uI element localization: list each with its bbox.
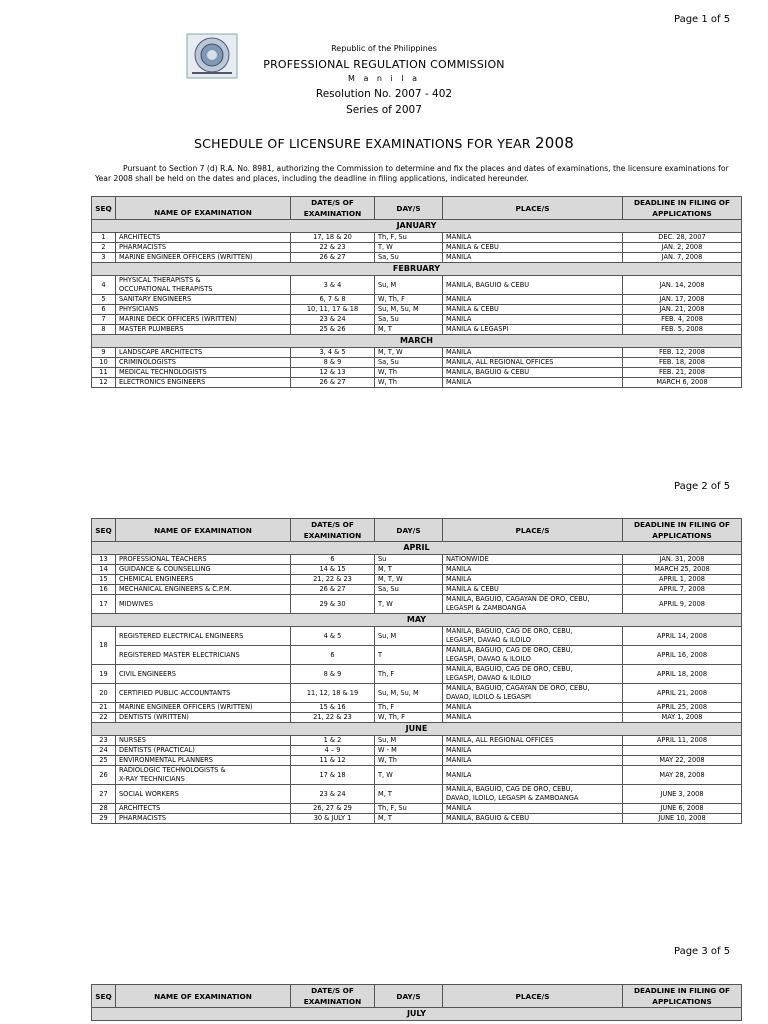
cell-dates: 26, 27 & 29	[291, 804, 375, 814]
cell-name: GUIDANCE & COUNSELLING	[116, 565, 291, 575]
col-places: PLACE/S	[443, 985, 623, 1008]
cell-place: MANILA, BAGUIO, CAG DE ORO, CEBU, LEGASPI, DAVAO & ILOILO	[443, 627, 623, 646]
col-days: DAY/S	[375, 519, 443, 542]
schedule-table-page-1	[91, 196, 742, 388]
cell-place: MANILA	[443, 233, 623, 243]
cell-dates: 1 & 2	[291, 736, 375, 746]
month-row	[92, 263, 742, 276]
cell-dates: 4 & 5	[291, 627, 375, 646]
cell-name: REGISTERED ELECTRICAL ENGINEERS	[116, 627, 291, 646]
month-row	[92, 1008, 742, 1021]
table-row	[92, 305, 742, 315]
table-row	[92, 315, 742, 325]
table-row	[92, 766, 742, 785]
intro-text: Pursuant to Section 7 (d) R.A. No. 8981, authorizing the Commission to determine and fix the places and dates of examinations, the licensure examinations for Year 2008 shall be held on the dates and places, including the deadline in filing applications, indicated hereunder.	[95, 164, 729, 183]
table-row	[92, 736, 742, 746]
col-seq: SEQ	[92, 985, 116, 1008]
cell-deadline: APRIL 21, 2008	[623, 684, 742, 703]
col-deadline-line2: APPLICATIONS	[652, 997, 712, 1006]
cell-dates: 23 & 24	[291, 315, 375, 325]
cell-days: Su, M	[375, 276, 443, 295]
cell-seq: 5	[92, 295, 116, 305]
cell-seq: 14	[92, 565, 116, 575]
table-row	[92, 804, 742, 814]
cell-name: DENTISTS (WRITTEN)	[116, 713, 291, 723]
col-dates-line1: DATE/S OF	[311, 520, 354, 529]
cell-place: MANILA	[443, 804, 623, 814]
cell-dates: 23 & 24	[291, 785, 375, 804]
cell-days: Th, F, Su	[375, 804, 443, 814]
table-row	[92, 378, 742, 388]
cell-dates: 29 & 30	[291, 595, 375, 614]
table-row	[92, 348, 742, 358]
table-row	[92, 756, 742, 766]
cell-name: MARINE DECK OFFICERS (WRITTEN)	[116, 315, 291, 325]
cell-days: W, Th	[375, 368, 443, 378]
cell-deadline: JAN. 21, 2008	[623, 305, 742, 315]
col-places: PLACE/S	[443, 197, 623, 220]
cell-dates: 10, 11, 17 & 18	[291, 305, 375, 315]
col-dates	[291, 197, 375, 220]
cell-days: Su, M	[375, 627, 443, 646]
cell-name: DENTISTS (PRACTICAL)	[116, 746, 291, 756]
cell-name: RADIOLOGIC TECHNOLOGISTS & X-RAY TECHNICIANS	[116, 766, 291, 785]
page-number: Page 1 of 5	[674, 14, 731, 25]
cell-seq: 1	[92, 233, 116, 243]
cell-name: CIVIL ENGINEERS	[116, 665, 291, 684]
cell-name: ELECTRONICS ENGINEERS	[116, 378, 291, 388]
cell-seq: 12	[92, 378, 116, 388]
cell-name: PROFESSIONAL TEACHERS	[116, 555, 291, 565]
table-header-row	[92, 985, 742, 1008]
cell-deadline: APRIL 14, 2008	[623, 627, 742, 646]
col-dates-line2: EXAMINATION	[303, 531, 362, 540]
cell-seq: 19	[92, 665, 116, 684]
cell-name: ENVIRONMENTAL PLANNERS	[116, 756, 291, 766]
cell-name: REGISTERED MASTER ELECTRICIANS	[116, 646, 291, 665]
month-row	[92, 335, 742, 348]
table-row	[92, 684, 742, 703]
col-dates-line2: EXAMINATION	[303, 997, 362, 1006]
cell-days: Sa, Su	[375, 358, 443, 368]
cell-name: MIDWIVES	[116, 595, 291, 614]
table-header-row	[92, 519, 742, 542]
cell-dates: 8 & 9	[291, 665, 375, 684]
col-name: NAME OF EXAMINATION	[116, 985, 291, 1008]
table-row	[92, 585, 742, 595]
cell-days: Su, M	[375, 736, 443, 746]
col-dates	[291, 985, 375, 1008]
cell-name: ARCHITECTS	[116, 233, 291, 243]
cell-place: MANILA	[443, 378, 623, 388]
cell-place: MANILA & LEGASPI	[443, 325, 623, 335]
cell-deadline: JAN. 7, 2008	[623, 253, 742, 263]
cell-deadline: FEB. 12, 2008	[623, 348, 742, 358]
cell-deadline: MAY 28, 2008	[623, 766, 742, 785]
prc-seal-icon	[186, 33, 238, 79]
cell-place: MANILA, ALL REGIONAL OFFICES	[443, 358, 623, 368]
cell-seq: 2	[92, 243, 116, 253]
col-name: NAME OF EXAMINATION	[116, 197, 291, 220]
cell-seq: 21	[92, 703, 116, 713]
cell-place: MANILA, BAGUIO, CAG DE ORO, CEBU, LEGASPI, DAVAO & ILOILO	[443, 665, 623, 684]
cell-name: ARCHITECTS	[116, 804, 291, 814]
table-row	[92, 785, 742, 804]
cell-place: MANILA, BAGUIO & CEBU	[443, 276, 623, 295]
month-row	[92, 723, 742, 736]
col-dates-line1: DATE/S OF	[311, 986, 354, 995]
table-row	[92, 814, 742, 824]
cell-dates: 26 & 27	[291, 253, 375, 263]
cell-name: CERTIFIED PUBLIC ACCOUNTANTS	[116, 684, 291, 703]
cell-days: M, T	[375, 785, 443, 804]
col-deadline-line1: DEADLINE IN FILING OF	[634, 198, 730, 207]
month-label: JUNE	[92, 723, 742, 736]
cell-dates: 15 & 16	[291, 703, 375, 713]
cell-seq: 7	[92, 315, 116, 325]
schedule-table-page-3	[91, 984, 742, 1021]
month-label: JANUARY	[92, 220, 742, 233]
cell-deadline: APRIL 25, 2008	[623, 703, 742, 713]
cell-days: Sa, Su	[375, 315, 443, 325]
cell-place: MANILA	[443, 565, 623, 575]
cell-days: W, Th, F	[375, 295, 443, 305]
cell-deadline: APRIL 9, 2008	[623, 595, 742, 614]
cell-name: SOCIAL WORKERS	[116, 785, 291, 804]
cell-days: W, Th, F	[375, 713, 443, 723]
cell-deadline: APRIL 11, 2008	[623, 736, 742, 746]
cell-seq: 9	[92, 348, 116, 358]
cell-days: T	[375, 646, 443, 665]
cell-dates: 14 & 15	[291, 565, 375, 575]
cell-name: NURSES	[116, 736, 291, 746]
cell-place: MANILA	[443, 348, 623, 358]
table-row	[92, 243, 742, 253]
cell-seq: 26	[92, 766, 116, 785]
cell-deadline: APRIL 1, 2008	[623, 575, 742, 585]
cell-dates: 21, 22 & 23	[291, 713, 375, 723]
cell-deadline: APRIL 18, 2008	[623, 665, 742, 684]
col-dates-line2: EXAMINATION	[303, 209, 362, 218]
cell-dates: 8 & 9	[291, 358, 375, 368]
cell-deadline: FEB. 18, 2008	[623, 358, 742, 368]
cell-name: MEDICAL TECHNOLOGISTS	[116, 368, 291, 378]
cell-place: MANILA	[443, 746, 623, 756]
cell-seq: 29	[92, 814, 116, 824]
cell-days: M, T	[375, 325, 443, 335]
cell-dates: 3 & 4	[291, 276, 375, 295]
cell-days: M, T, W	[375, 348, 443, 358]
cell-name: MARINE ENGINEER OFFICERS (WRITTEN)	[116, 253, 291, 263]
cell-dates: 26 & 27	[291, 378, 375, 388]
cell-place: MANILA	[443, 703, 623, 713]
cell-days: M, T, W	[375, 575, 443, 585]
table-row	[92, 575, 742, 585]
cell-name: MARINE ENGINEER OFFICERS (WRITTEN)	[116, 703, 291, 713]
table-row	[92, 555, 742, 565]
schedule-table-page-2	[91, 518, 742, 824]
cell-seq: 25	[92, 756, 116, 766]
cell-deadline: JAN. 17, 2008	[623, 295, 742, 305]
cell-dates: 21, 22 & 23	[291, 575, 375, 585]
col-deadline-line1: DEADLINE IN FILING OF	[634, 520, 730, 529]
document-title	[0, 134, 768, 152]
commission-name: PROFESSIONAL REGULATION COMMISSION	[263, 58, 505, 71]
cell-dates: 17, 18 & 20	[291, 233, 375, 243]
cell-name: LANDSCAPE ARCHITECTS	[116, 348, 291, 358]
cell-seq: 13	[92, 555, 116, 565]
col-deadline	[623, 519, 742, 542]
cell-place: MANILA, BAGUIO & CEBU	[443, 814, 623, 824]
cell-place: NATIONWIDE	[443, 555, 623, 565]
month-row	[92, 220, 742, 233]
cell-name: MASTER PLUMBERS	[116, 325, 291, 335]
table-row	[92, 595, 742, 614]
cell-seq: 27	[92, 785, 116, 804]
cell-deadline: APRIL 7, 2008	[623, 585, 742, 595]
cell-place: MANILA & CEBU	[443, 243, 623, 253]
month-row	[92, 614, 742, 627]
cell-deadline: FEB. 5, 2008	[623, 325, 742, 335]
col-deadline-line2: APPLICATIONS	[652, 531, 712, 540]
cell-days: Th, F	[375, 665, 443, 684]
col-seq: SEQ	[92, 197, 116, 220]
col-deadline	[623, 985, 742, 1008]
resolution-number: Resolution No. 2007 - 402	[315, 88, 453, 100]
cell-days: Th, F	[375, 703, 443, 713]
table-row	[92, 665, 742, 684]
cell-seq: 6	[92, 305, 116, 315]
title-text: SCHEDULE OF LICENSURE EXAMINATIONS FOR YEAR	[194, 136, 531, 151]
title-year: 2008	[534, 134, 574, 152]
table-row	[92, 646, 742, 665]
cell-dates: 11, 12, 18 & 19	[291, 684, 375, 703]
cell-dates: 4 – 9	[291, 746, 375, 756]
cell-dates: 22 & 23	[291, 243, 375, 253]
cell-name: PHARMACISTS	[116, 243, 291, 253]
cell-place: MANILA, BAGUIO, CAG DE ORO, CEBU, DAVAO, ILOILO, LEGASPI & ZAMBOANGA	[443, 785, 623, 804]
table-header-row	[92, 197, 742, 220]
cell-seq: 10	[92, 358, 116, 368]
cell-seq: 28	[92, 804, 116, 814]
cell-seq: 23	[92, 736, 116, 746]
cell-place: MANILA	[443, 766, 623, 785]
cell-dates: 6	[291, 646, 375, 665]
cell-deadline: JAN. 31, 2008	[623, 555, 742, 565]
cell-days: M, T	[375, 565, 443, 575]
series-line: Series of 2007	[346, 104, 422, 116]
cell-deadline: JAN. 2, 2008	[623, 243, 742, 253]
cell-dates: 12 & 13	[291, 368, 375, 378]
cell-seq: 22	[92, 713, 116, 723]
cell-place: MANILA	[443, 295, 623, 305]
cell-days: W, Th	[375, 378, 443, 388]
republic-line: Republic of the Philippines	[331, 44, 437, 53]
col-name: NAME OF EXAMINATION	[116, 519, 291, 542]
cell-dates: 6, 7 & 8	[291, 295, 375, 305]
cell-seq: 11	[92, 368, 116, 378]
cell-deadline: DEC. 28, 2007	[623, 233, 742, 243]
cell-days: Sa, Su	[375, 585, 443, 595]
cell-name: PHARMACISTS	[116, 814, 291, 824]
cell-days: Su	[375, 555, 443, 565]
cell-seq: 3	[92, 253, 116, 263]
cell-seq: 18	[92, 627, 116, 665]
cell-dates: 6	[291, 555, 375, 565]
table-row	[92, 253, 742, 263]
cell-deadline: FEB. 21, 2008	[623, 368, 742, 378]
month-row	[92, 542, 742, 555]
cell-place: MANILA, ALL REGIONAL OFFICES	[443, 736, 623, 746]
col-seq: SEQ	[92, 519, 116, 542]
cell-place: MANILA, BAGUIO & CEBU	[443, 368, 623, 378]
cell-place: MANILA	[443, 575, 623, 585]
cell-days: Sa, Su	[375, 253, 443, 263]
cell-days: T, W	[375, 243, 443, 253]
cell-days: W, Th	[375, 756, 443, 766]
cell-dates: 11 & 12	[291, 756, 375, 766]
table-row	[92, 713, 742, 723]
col-deadline-line2: APPLICATIONS	[652, 209, 712, 218]
cell-place: MANILA & CEBU	[443, 585, 623, 595]
month-label: MARCH	[92, 335, 742, 348]
intro-paragraph	[95, 164, 735, 184]
cell-dates: 30 & JULY 1	[291, 814, 375, 824]
cell-place: MANILA	[443, 713, 623, 723]
table-row	[92, 703, 742, 713]
cell-days: W - M	[375, 746, 443, 756]
col-days: DAY/S	[375, 985, 443, 1008]
col-deadline-line1: DEADLINE IN FILING OF	[634, 986, 730, 995]
cell-place: MANILA	[443, 253, 623, 263]
table-row	[92, 276, 742, 295]
page-number: Page 3 of 5	[674, 946, 731, 957]
cell-days: Su, M, Su, M	[375, 305, 443, 315]
cell-name: CHEMICAL ENGINEERS	[116, 575, 291, 585]
cell-name: MECHANICAL ENGINEERS & C.P.M.	[116, 585, 291, 595]
cell-deadline: MAY 22, 2008	[623, 756, 742, 766]
cell-deadline: JUNE 10, 2008	[623, 814, 742, 824]
table-row	[92, 295, 742, 305]
cell-dates: 17 & 18	[291, 766, 375, 785]
cell-seq: 8	[92, 325, 116, 335]
cell-days: Th, F, Su	[375, 233, 443, 243]
table-row	[92, 233, 742, 243]
cell-dates: 25 & 26	[291, 325, 375, 335]
col-places: PLACE/S	[443, 519, 623, 542]
col-dates	[291, 519, 375, 542]
cell-days: M, T	[375, 814, 443, 824]
month-label: MAY	[92, 614, 742, 627]
cell-days: Su, M, Su, M	[375, 684, 443, 703]
cell-place: MANILA & CEBU	[443, 305, 623, 315]
table-row	[92, 627, 742, 646]
cell-days: T, W	[375, 766, 443, 785]
cell-deadline: APRIL 16, 2008	[623, 646, 742, 665]
cell-place: MANILA	[443, 756, 623, 766]
cell-dates: 3, 4 & 5	[291, 348, 375, 358]
col-days: DAY/S	[375, 197, 443, 220]
month-label: FEBRUARY	[92, 263, 742, 276]
cell-seq: 15	[92, 575, 116, 585]
table-row	[92, 358, 742, 368]
cell-name: PHYSICAL THERAPISTS & OCCUPATIONAL THERAPISTS	[116, 276, 291, 295]
table-row	[92, 368, 742, 378]
cell-deadline: MARCH 25, 2008	[623, 565, 742, 575]
cell-days: T, W	[375, 595, 443, 614]
cell-place: MANILA	[443, 315, 623, 325]
cell-dates: 26 & 27	[291, 585, 375, 595]
cell-name: PHYSICIANS	[116, 305, 291, 315]
month-label: APRIL	[92, 542, 742, 555]
page-number: Page 2 of 5	[674, 481, 731, 492]
cell-place: MANILA, BAGUIO, CAGAYAN DE ORO, CEBU, DAVAO, ILOILO & LEGASPI	[443, 684, 623, 703]
col-deadline	[623, 197, 742, 220]
table-row	[92, 565, 742, 575]
cell-deadline: JUNE 3, 2008	[623, 785, 742, 804]
cell-name: CRIMINOLOGISTS	[116, 358, 291, 368]
cell-seq: 4	[92, 276, 116, 295]
cell-deadline: JUNE 6, 2008	[623, 804, 742, 814]
table-row	[92, 325, 742, 335]
cell-seq: 24	[92, 746, 116, 756]
cell-place: MANILA, BAGUIO, CAGAYAN DE ORO, CEBU, LEGASPI & ZAMBOANGA	[443, 595, 623, 614]
cell-deadline: FEB. 4, 2008	[623, 315, 742, 325]
cell-deadline: MAY 1, 2008	[623, 713, 742, 723]
col-dates-line1: DATE/S OF	[311, 198, 354, 207]
cell-deadline: JAN. 14, 2008	[623, 276, 742, 295]
cell-seq: 16	[92, 585, 116, 595]
cell-place: MANILA, BAGUIO, CAG DE ORO, CEBU, LEGASPI, DAVAO & ILOILO	[443, 646, 623, 665]
cell-seq: 17	[92, 595, 116, 614]
cell-name: SANITARY ENGINEERS	[116, 295, 291, 305]
cell-seq: 20	[92, 684, 116, 703]
table-row	[92, 746, 742, 756]
cell-deadline	[623, 746, 742, 756]
city-line: M a n i l a	[348, 74, 420, 83]
cell-deadline: MARCH 6, 2008	[623, 378, 742, 388]
month-label: JULY	[92, 1008, 742, 1021]
